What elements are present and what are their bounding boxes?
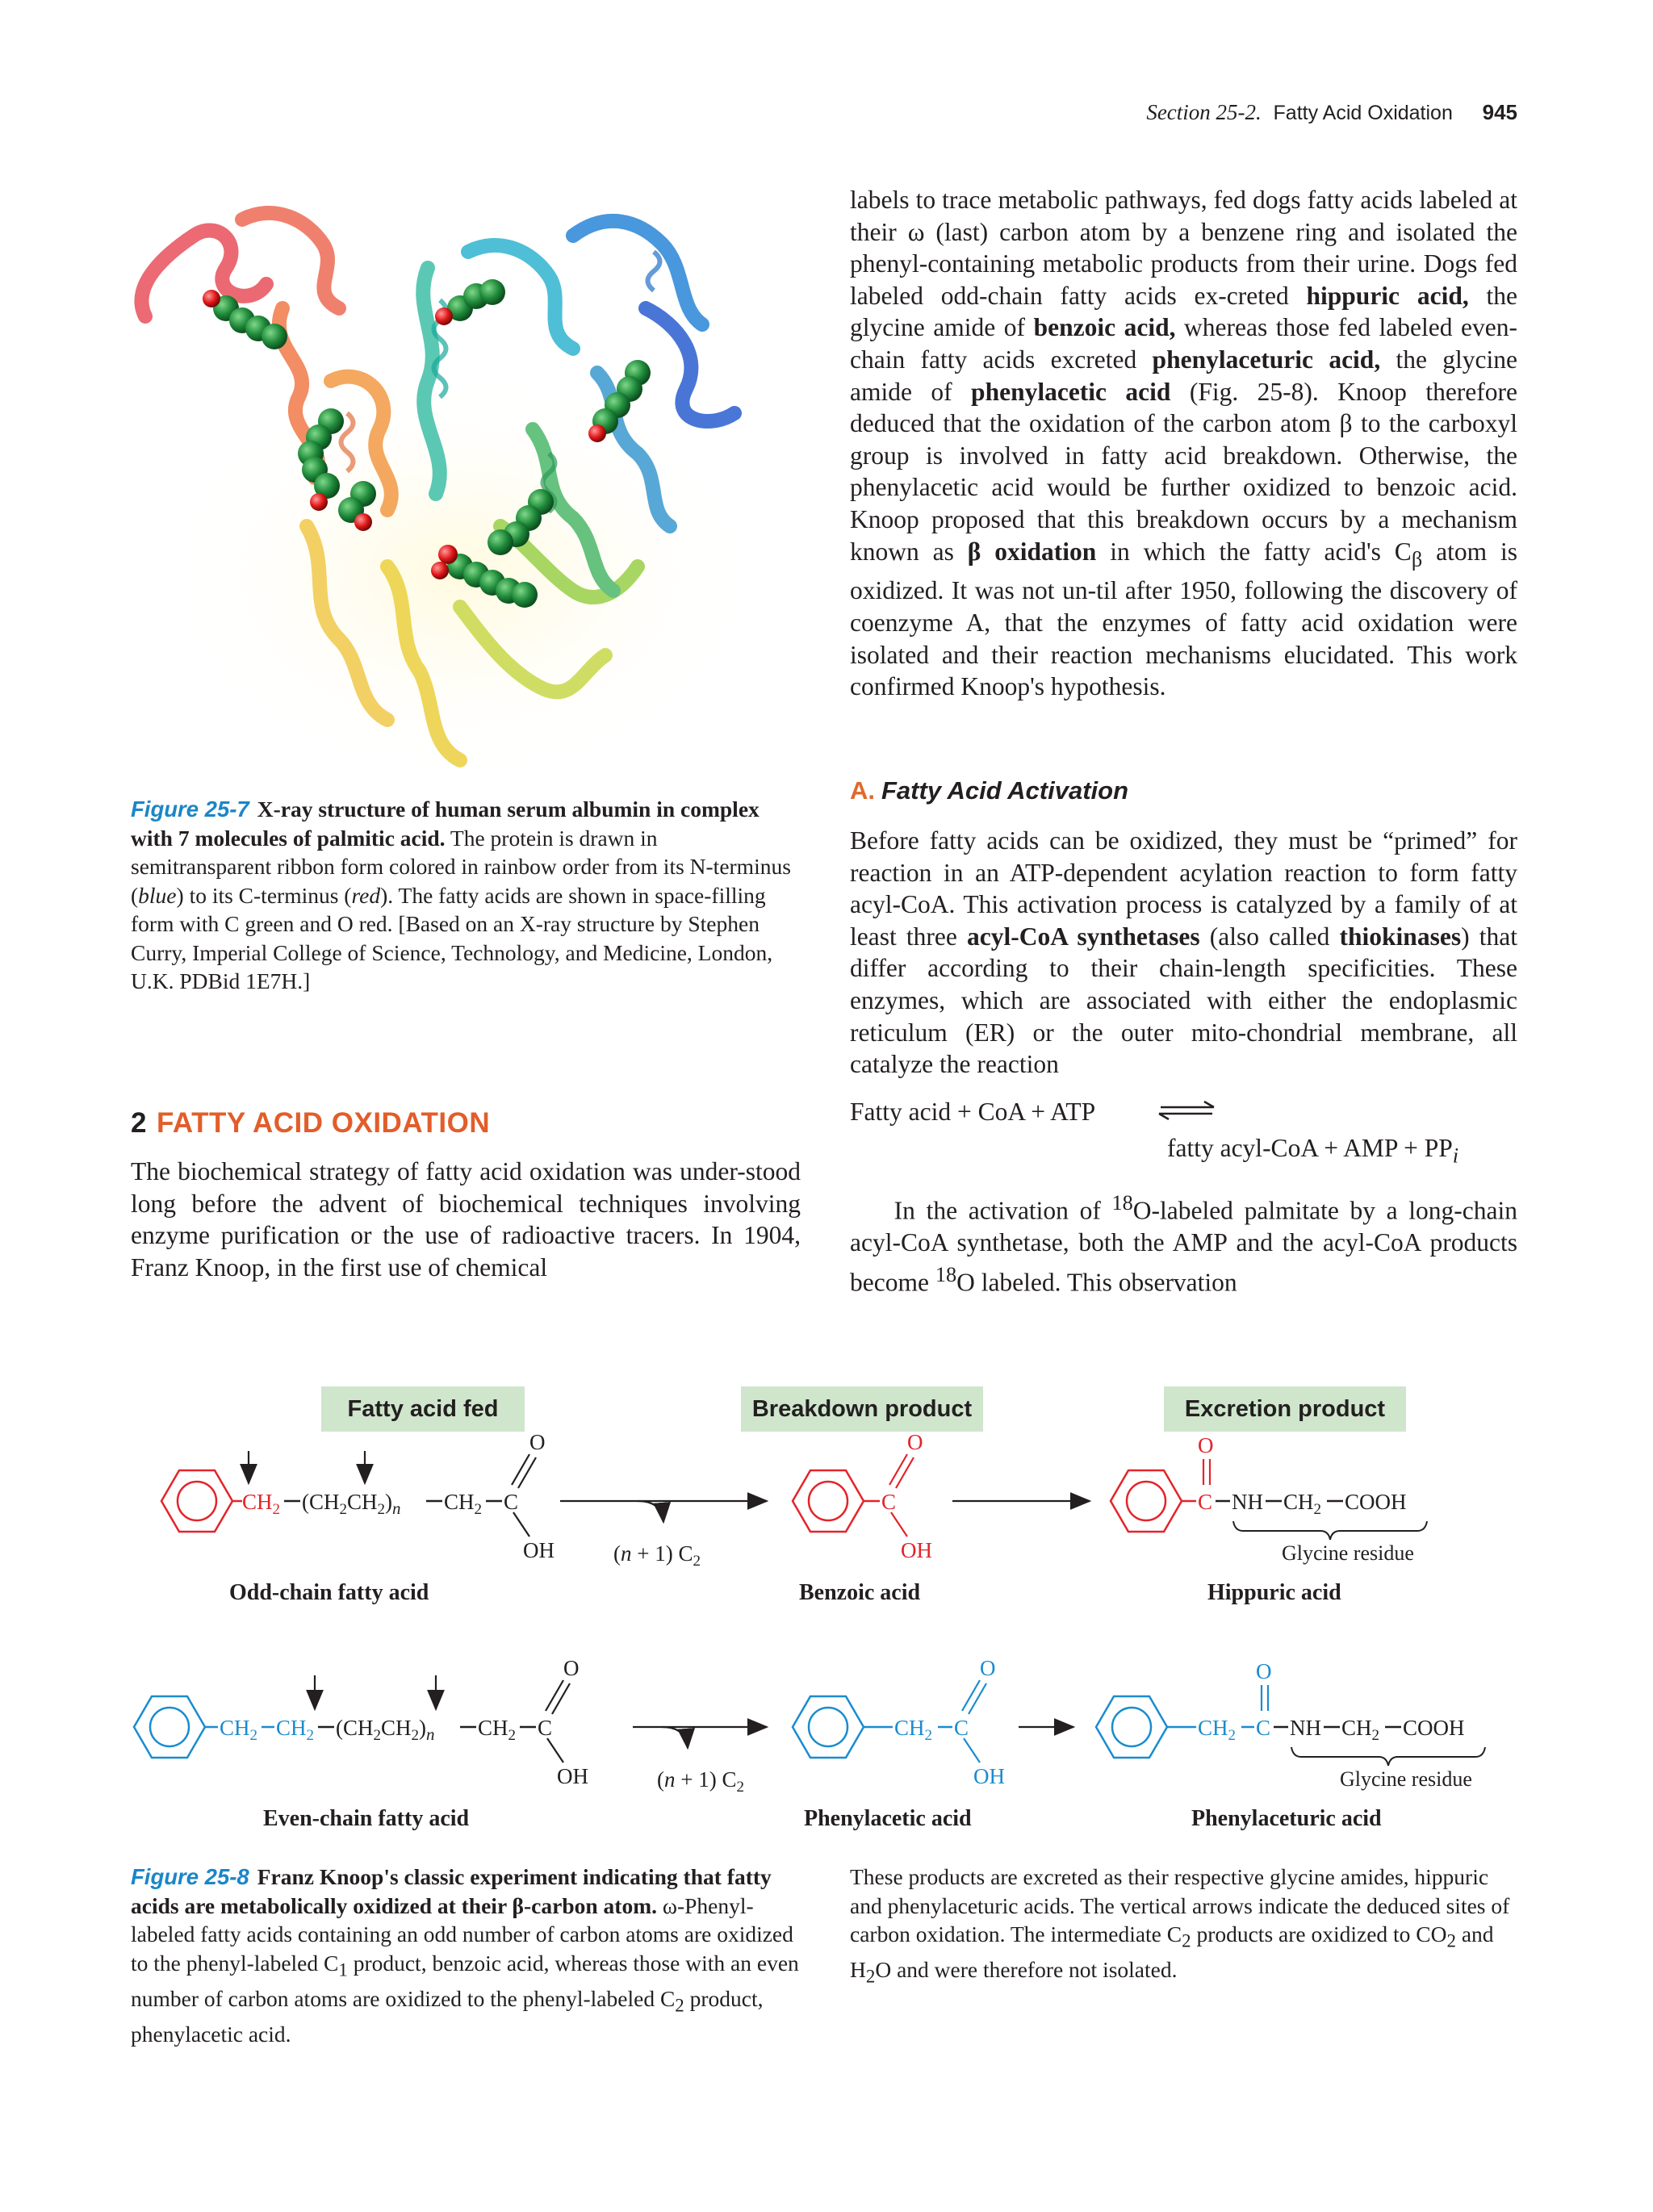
compound-benzoic: Benzoic acid	[799, 1580, 921, 1605]
running-head-section: Section 25-2.	[1146, 100, 1262, 124]
svg-text:(CH2CH2)n: $(CH_2CH_2)_n$	[302, 1490, 401, 1518]
figure-25-8-caption-continued: These products are excreted as their respective glycine amides, hippuric and phenylaceturic acids. The vertical arrows indicate the deduced sites of carbon oxidation. The intermediate $C_2$ products are oxidized to $CO_2$ and $H_2O$ and were therefore not isolated.	[850, 1864, 1510, 1987]
svg-text:O: O	[1256, 1659, 1272, 1683]
section-a-letter: A.	[850, 776, 875, 805]
compound-odd-chain: Odd-chain fatty acid	[229, 1580, 429, 1605]
compound-hippuric: Hippuric acid	[1207, 1580, 1341, 1605]
svg-text:O: O	[980, 1656, 996, 1680]
section-a-body: Before fatty acids can be oxidized, they must be “primed” for reaction in an ATP-dependent acylation reaction to form fatty acyl-CoA. This activation process is catalyzed by a family of at least three acyl-CoA synthetases (also called thiokinases) that differ according to their chain-length specificities. These enzymes, which are associated with either the endoplasmic reticulum (ER) or the outer mito-chondrial membrane, all catalyze the reaction	[850, 826, 1517, 1079]
figure-25-7-text: X-ray structure of human serum albumin in complex with 7 molecules of palmitic acid. The protein is drawn in semitransparent ribbon form colored in rainbow order from its N-terminus (blue) to its C-terminus (red). The fatty acids are shown in space-filling form with C green and O red. [Based on an X-ray structure by Stephen Curry, Imperial College of Science, Technology, and Medicine, London, U.K. PDBid 1E7H.]	[131, 797, 791, 993]
svg-text:(CH2CH2)n: $(CH_2CH_2)_n$	[336, 1716, 435, 1744]
figure-25-7-label: Figure 25-7	[131, 797, 249, 822]
page-number: 945	[1482, 100, 1517, 124]
header-breakdown-product: Breakdown product	[741, 1386, 983, 1432]
svg-text:C: C	[881, 1490, 897, 1514]
running-head-title: Fatty Acid Oxidation	[1273, 102, 1453, 124]
compound-even-chain: Even-chain fatty acid	[263, 1806, 470, 1831]
figure-25-8-text: Franz Knoop's classic experiment indicating that fatty acids are metabolically oxidized at their β-carbon atom. ω-Phenyl-labeled fatty acids containing an odd number of carbon atoms are oxidized to the phenyl-labeled $C_1$ product, benzoic acid, whereas those with an even number of carbon atoms are oxidized to the phenyl-labeled $C_2$ product, phenylacetic acid.	[131, 1864, 799, 2047]
row-odd-chain	[161, 1430, 1427, 1570]
figure-25-8-caption	[131, 1863, 801, 2048]
row-even-chain	[134, 1656, 1485, 1796]
svg-text:OH: OH	[557, 1764, 588, 1788]
glycine-residue-label-1: Glycine residue	[1282, 1541, 1414, 1565]
protein-ribbon-image	[121, 187, 791, 784]
reaction-diagram	[113, 1364, 1550, 1848]
svg-text:(n + 1) C2: (n + 1) $C_2$	[657, 1767, 744, 1796]
svg-text:CH2: $CH_2$	[242, 1490, 281, 1518]
section-2-heading	[131, 1107, 490, 1139]
svg-text:C: C	[1198, 1490, 1213, 1514]
knoop-experiment-scheme	[113, 1364, 1550, 1848]
svg-text:C: C	[538, 1716, 553, 1740]
body-text-right-bottom: In the activation of $^{18}$O-labeled palmitate by a long-chain acyl-CoA synthetase, both the AMP and the acyl-CoA products become $^{18}$O labeled. This observation	[850, 1191, 1517, 1297]
svg-text:CH2: $CH_2$	[478, 1716, 517, 1744]
section-a-title: Fatty Acid Activation	[881, 776, 1129, 805]
svg-text:NH: NH	[1290, 1716, 1321, 1740]
svg-text:CH2: $CH_2$	[1341, 1716, 1380, 1744]
benzene-ring-icon	[161, 1470, 232, 1532]
svg-text:O: O	[1198, 1433, 1214, 1457]
svg-text:OH: OH	[901, 1538, 932, 1562]
svg-text:NH: NH	[1232, 1490, 1263, 1514]
svg-text:CH2: $CH_2$	[276, 1716, 315, 1744]
section-2-number: 2	[131, 1107, 147, 1139]
svg-text:OH: OH	[973, 1764, 1005, 1788]
svg-text:C: C	[954, 1716, 969, 1740]
equation-right: fatty acyl-CoA + AMP + $PP_i$	[1167, 1134, 1459, 1168]
section-2-body: The biochemical strategy of fatty acid oxidation was under-stood long before the advent of biochemical techniques involving enzyme purification or the use of radioactive tracers. In 1904, Franz Knoop, in the first use of chemical	[131, 1157, 801, 1282]
header-fatty-acid-fed: Fatty acid fed	[321, 1386, 525, 1432]
section-2-title: FATTY ACID OXIDATION	[156, 1107, 491, 1139]
svg-text:OH: OH	[523, 1538, 554, 1562]
svg-text:CH2: $CH_2$	[1198, 1716, 1237, 1744]
compound-phenylacetic: Phenylacetic acid	[804, 1806, 972, 1831]
svg-text:CH2: $CH_2$	[444, 1490, 483, 1518]
svg-text:COOH: COOH	[1403, 1716, 1465, 1740]
svg-text:(n + 1) C2: (n + 1) $C_2$	[613, 1541, 701, 1570]
figure-25-8-label: Figure 25-8	[131, 1864, 249, 1889]
header-excretion-product: Excretion product	[1164, 1386, 1406, 1432]
svg-text:CH2: $CH_2$	[1283, 1490, 1322, 1518]
svg-text:CH2: $CH_2$	[894, 1716, 933, 1744]
compound-phenylaceturic: Phenylaceturic acid	[1191, 1806, 1382, 1831]
figure-25-7-caption	[131, 795, 801, 996]
body-text-right-top: labels to trace metabolic pathways, fed dogs fatty acids labeled at their ω (last) carbon atom by a benzene ring and isolated the phenyl-containing metabolic products from their urine. Dogs fed labeled odd-chain fatty acids ex-creted hippuric acid, the glycine amide of benzoic acid, whereas those fed labeled even-chain fatty acids excreted phenylaceturic acid, the glycine amide of phenylacetic acid (Fig. 25-8). Knoop therefore deduced that the oxidation of the carbon atom β to the carboxyl group is involved in fatty acid breakdown. Otherwise, the phenylacetic acid would be further oxidized to benzoic acid. Knoop proposed that this breakdown occurs by a mechanism known as β oxidation in which the fatty acid's $C_\beta$ atom is oxidized. It was not un-til after 1950, following the discovery of coenzyme A, that the enzymes of fatty acid oxidation were isolated and their reaction mechanisms elucidated. This work confirmed Knoop's hypothesis.	[850, 186, 1518, 701]
equation-left: Fatty acid + CoA + ATP	[850, 1098, 1096, 1126]
svg-text:O: O	[563, 1656, 580, 1680]
section-a-heading	[850, 776, 1128, 805]
svg-text:O: O	[529, 1430, 546, 1454]
svg-text:O: O	[907, 1430, 923, 1454]
benzene-ring-icon	[134, 1696, 205, 1758]
glycine-residue-label-2: Glycine residue	[1340, 1767, 1472, 1791]
svg-text:COOH: COOH	[1345, 1490, 1407, 1514]
svg-text:CH2: $CH_2$	[220, 1716, 258, 1744]
svg-text:C: C	[504, 1490, 519, 1514]
running-head	[807, 100, 1517, 125]
equilibrium-arrow-icon	[1154, 1101, 1219, 1120]
svg-text:C: C	[1256, 1716, 1271, 1740]
